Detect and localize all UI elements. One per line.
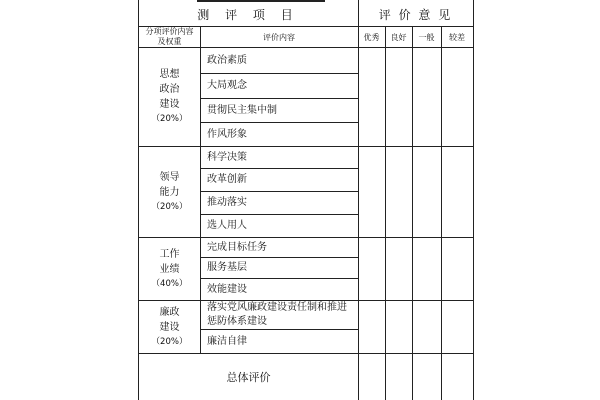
category-name-line: 建设: [159, 99, 180, 110]
item-targets: 完成目标任务: [207, 241, 267, 253]
opinion-title: 评 价 意 见: [378, 7, 453, 22]
item-implementation: 推动落实: [207, 197, 247, 208]
item-efficiency: 效能建设: [207, 283, 247, 295]
item-overall-view: 大局观念: [207, 80, 247, 91]
rating-poor: 较差: [449, 32, 465, 42]
item-work-style: 作风形象: [207, 128, 247, 140]
rating-cells-area[interactable]: [359, 48, 473, 353]
content-label: 评价内容: [263, 32, 295, 42]
category-name-line: 廉政: [159, 306, 180, 318]
overall-evaluation-label: 总体评价: [226, 371, 271, 384]
category-name-line: 领导: [159, 171, 180, 183]
overall-rating-cells[interactable]: [359, 354, 473, 400]
items-title: 测 评 项 目: [197, 7, 299, 22]
item-political-quality: 政治素质: [207, 54, 247, 66]
item-anti-corruption: 落实党风廉政建设责任制和推进惩防体系建设: [207, 302, 347, 327]
item-scientific-decision: 科学决策: [207, 151, 247, 163]
category-name-line: 建设: [159, 321, 180, 333]
category-weight: （40%）: [151, 278, 188, 289]
category-weight: （20%）: [151, 114, 188, 124]
category-political-building: [139, 48, 200, 146]
category-name-line: 思想: [159, 69, 180, 80]
category-weight: （20%）: [151, 201, 188, 212]
category-leadership: [139, 147, 200, 237]
sub-items-label: 分项评价内容及权重: [145, 27, 194, 46]
category-performance: [139, 238, 200, 300]
category-name-line: 工作: [159, 248, 180, 260]
item-self-discipline: 廉洁自律: [207, 335, 247, 347]
category-name-line: 能力: [159, 186, 180, 198]
rating-average: 一般: [418, 32, 435, 42]
category-name-line: 政治: [159, 84, 180, 95]
rule-right-border: [473, 0, 474, 400]
item-serve-grassroots: 服务基层: [207, 262, 247, 273]
rating-excellent: 优秀: [363, 32, 380, 42]
item-reform-innovation: 改革创新: [207, 174, 247, 185]
item-personnel: 选人用人: [207, 220, 247, 231]
item-democratic-centralism: 贯彻民主集中制: [207, 104, 277, 116]
rating-good: 良好: [390, 32, 407, 42]
category-integrity: [139, 301, 200, 353]
category-weight: （20%）: [151, 336, 188, 347]
category-name-line: 业绩: [159, 263, 180, 275]
